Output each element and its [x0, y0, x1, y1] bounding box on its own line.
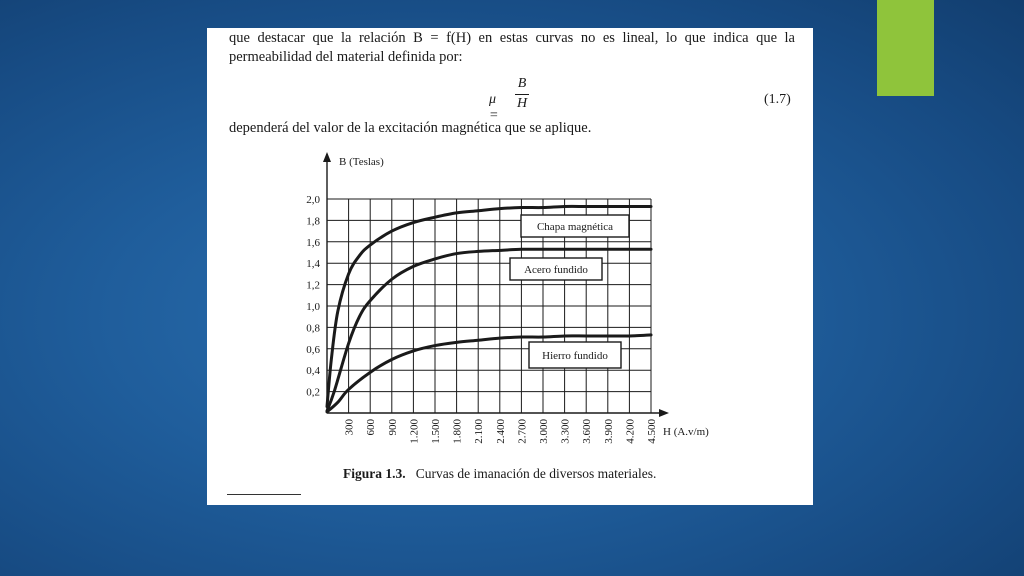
x-tick-label: 3.600 — [581, 419, 594, 444]
document-page — [207, 28, 813, 505]
y-tick-label: 0,8 — [306, 322, 320, 335]
caption-text: Curvas de imanación de diversos materiales. — [415, 466, 657, 481]
y-tick-label: 1,6 — [306, 236, 320, 249]
x-tick-label: 600 — [365, 419, 378, 436]
y-tick-label: 1,2 — [306, 279, 320, 292]
y-tick-label: 2,0 — [306, 194, 320, 206]
equation-number: (1.7) — [764, 92, 791, 107]
x-tick-label: 300 — [343, 419, 356, 436]
x-tick-label: 1.500 — [430, 419, 442, 444]
y-tick-label: 1,8 — [306, 215, 320, 228]
magnetization-chart — [207, 28, 813, 468]
x-tick-label: 900 — [386, 419, 399, 436]
equation-lhs: μ = — [489, 92, 499, 123]
figure-caption — [343, 466, 656, 482]
y-tick-label: 1,4 — [306, 258, 320, 271]
accent-bar — [877, 0, 934, 96]
series-label: Acero fundido — [524, 264, 588, 276]
x-tick-label: 3.000 — [538, 419, 550, 444]
x-tick-label: 2.100 — [473, 419, 486, 444]
x-tick-label: 1.200 — [408, 419, 421, 444]
x-tick-label: 4.500 — [646, 419, 658, 444]
y-tick-label: 0,6 — [306, 343, 320, 356]
y-axis-arrow — [323, 152, 331, 162]
x-tick-label: 4.200 — [624, 419, 637, 444]
series-label: Hierro fundido — [542, 350, 608, 362]
series-label: Chapa magnética — [536, 221, 614, 233]
caption-label: Figura 1.3. — [343, 466, 406, 481]
x-tick-label: 3.300 — [559, 419, 572, 444]
equation-numerator: B — [517, 76, 527, 91]
footnote-rule — [227, 494, 301, 495]
x-axis-arrow — [659, 409, 669, 417]
body-text-line-3: dependerá del valor de la excitación magnética que se aplique. — [229, 120, 592, 136]
x-tick-label: 3.900 — [602, 419, 615, 444]
x-tick-label: 1.800 — [451, 419, 464, 444]
x-tick-label: 2.400 — [494, 419, 507, 444]
x-axis-label: H (A.v/m) — [663, 426, 709, 438]
equation-denominator: H — [516, 96, 528, 111]
body-text-line-1: que destacar que la relación B = f(H) en estas curvas no es lineal, lo que indica que la — [229, 30, 795, 46]
y-axis-label: B (Teslas) — [339, 156, 384, 168]
body-text-line-2: permeabilidad del material definida por: — [229, 49, 463, 65]
y-tick-label: 0,2 — [306, 386, 320, 399]
x-tick-label: 2.700 — [516, 419, 529, 444]
y-tick-label: 0,4 — [306, 365, 320, 378]
y-tick-label: 1,0 — [306, 301, 320, 313]
